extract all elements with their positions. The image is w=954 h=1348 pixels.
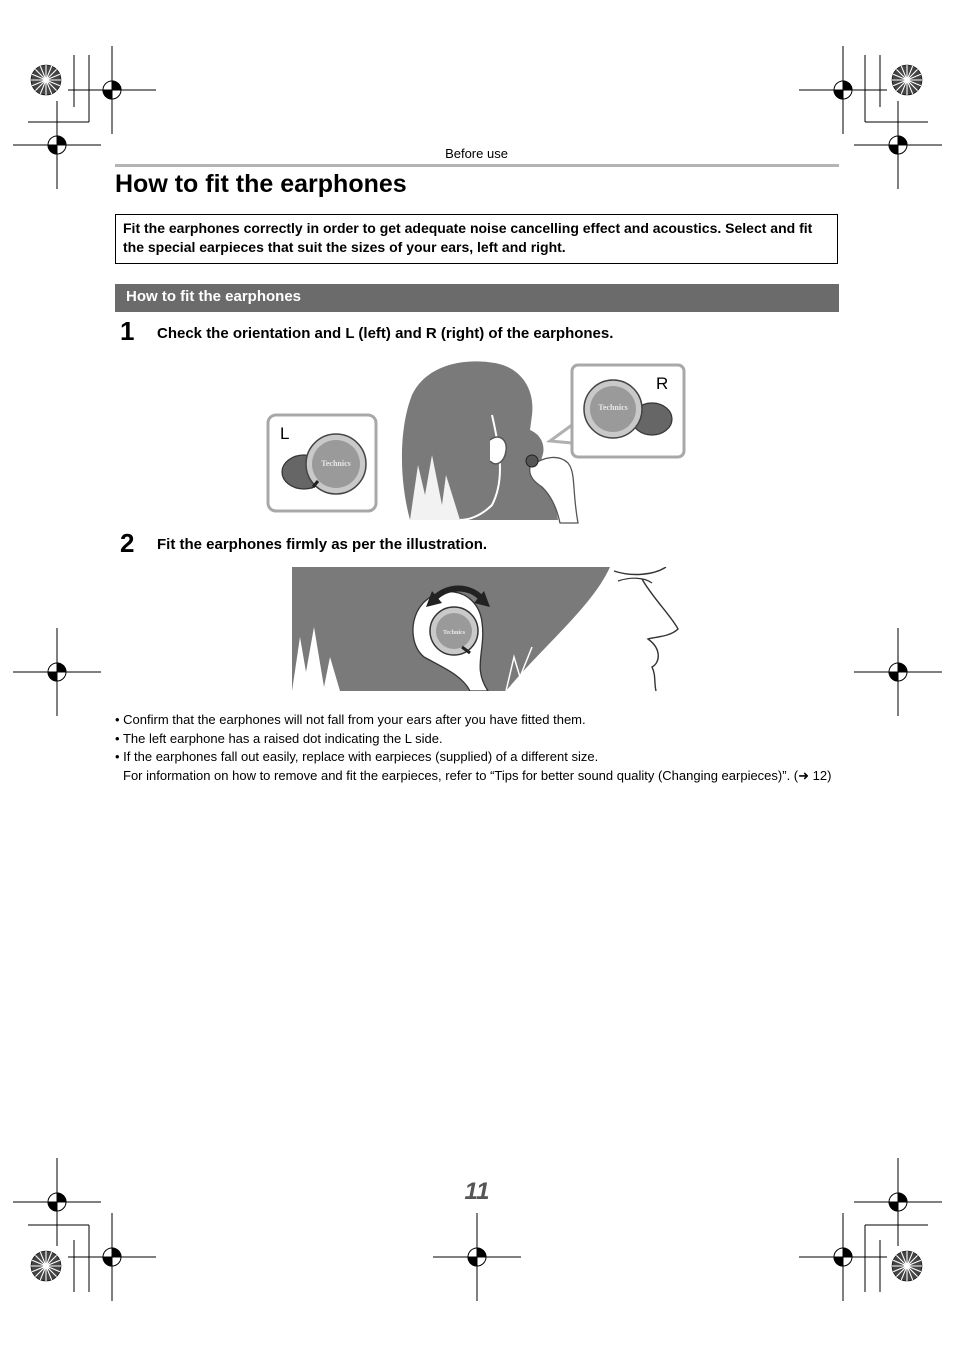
running-header: Before use	[445, 146, 508, 161]
note-item: • If the earphones fall out easily, replace with earpieces (supplied) of a different size.	[115, 749, 599, 764]
step-2-text: Fit the earphones firmly as per the illustration.	[157, 536, 488, 553]
step-1-text: Check the orientation and L (left) and R (right) of the earphones.	[157, 325, 614, 342]
left-brand-logo: Technics	[321, 459, 351, 468]
note-item: • Confirm that the earphones will not fall from your ears after you have fitted them.	[115, 712, 586, 727]
right-label: R	[656, 374, 669, 393]
notes-list	[115, 711, 845, 785]
fitting-illustration	[292, 567, 684, 691]
note-continuation: For information on how to remove and fit the earpieces, refer to “Tips for better sound quality (Changing earpieces)”. (➜ 12)	[123, 767, 832, 783]
orientation-illustration	[260, 355, 690, 530]
section-heading: How to fit the earphones	[115, 284, 839, 312]
page-number: 11	[464, 1178, 490, 1205]
header-rule	[115, 164, 839, 167]
intro-box: Fit the earphones correctly in order to get adequate noise cancelling effect and acoustics. Select and fit the special earpieces that suit the sizes of your ears, left and right.	[115, 214, 838, 264]
fitting-brand-logo: Technics	[442, 630, 466, 636]
left-label: L	[280, 424, 290, 443]
page-title: How to fit the earphones	[115, 170, 407, 198]
step-2-number: 2	[120, 528, 135, 558]
note-item: • The left earphone has a raised dot indicating the L side.	[115, 730, 443, 746]
right-brand-logo: Technics	[598, 403, 628, 412]
step-1-number: 1	[120, 316, 135, 346]
